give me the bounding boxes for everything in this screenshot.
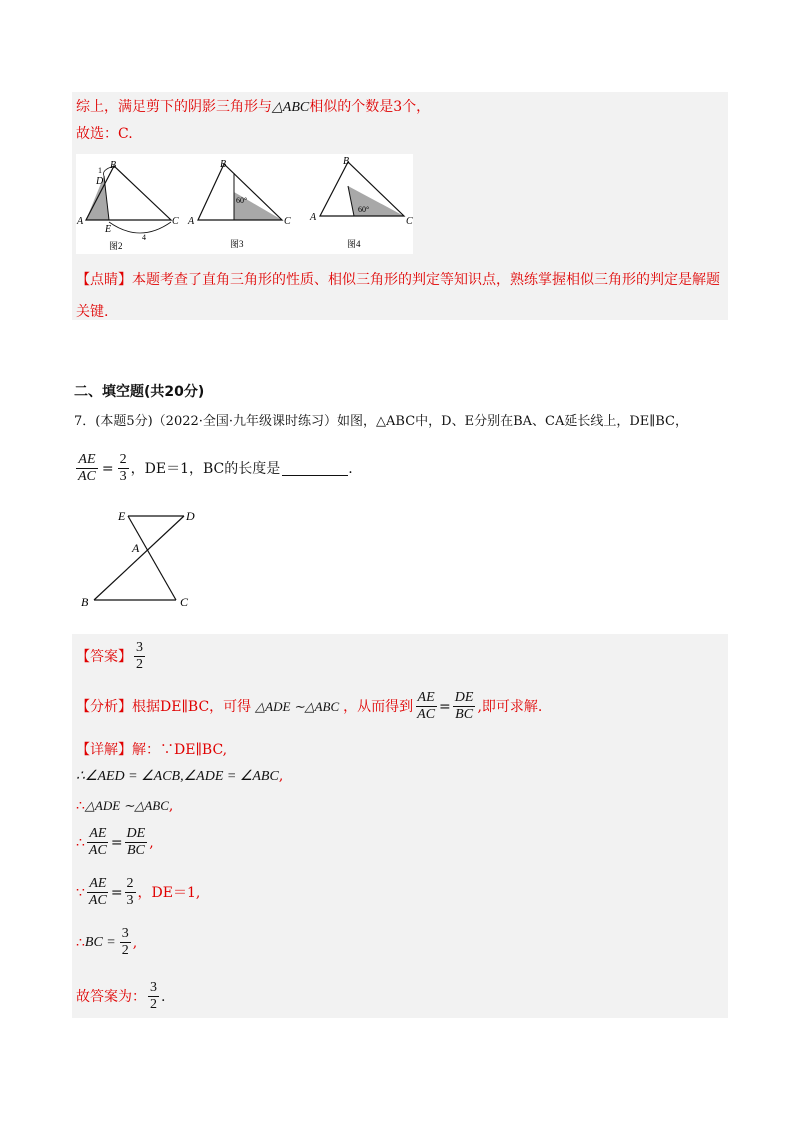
fig2-label-one: 1 xyxy=(98,166,102,175)
fig2-label-e: E xyxy=(105,224,112,235)
final-num: 3 xyxy=(150,980,157,995)
fig3-label-b: B xyxy=(220,159,227,170)
question-figure-svg xyxy=(76,504,206,610)
comment-line-2: 关键. xyxy=(76,304,109,320)
analysis-f1-num: AE xyxy=(417,690,435,705)
fig2-label-c: C xyxy=(172,216,179,227)
fig3-label-a: A xyxy=(188,216,195,227)
step4-f-den: AC xyxy=(88,893,107,908)
question-eq: = xyxy=(101,460,114,477)
choice-line: 故选：C. xyxy=(76,126,133,142)
detail-tag: 【详解】 xyxy=(76,742,132,758)
fig4-label-a: A xyxy=(310,212,317,223)
final-answer xyxy=(76,980,165,1013)
analysis-fraction-2 xyxy=(453,690,476,723)
analysis-f2-num: DE xyxy=(454,690,474,705)
question-line-2 xyxy=(74,452,353,485)
comment-line-1 xyxy=(76,270,720,290)
fig4-shaded-triangle xyxy=(348,186,404,216)
question-frac-num: AE xyxy=(78,452,96,467)
final-den: 2 xyxy=(150,997,157,1012)
question-end: . xyxy=(348,460,353,477)
question-val-den: 3 xyxy=(119,469,127,484)
fig2-arc-4 xyxy=(109,222,171,233)
step5-end: , xyxy=(132,934,138,951)
line-ec xyxy=(128,516,176,600)
label-a: A xyxy=(132,541,140,555)
summary-post: 相似的个数是3个， xyxy=(309,99,431,115)
answer-tag: 【答案】 xyxy=(76,648,132,665)
fig3-label-c: C xyxy=(284,216,291,227)
answer-den: 2 xyxy=(136,657,143,672)
step2-symbol: ∴ xyxy=(76,798,85,814)
summary-pre: 综上，满足剪下的阴影三角形与 xyxy=(76,99,272,115)
question-rest: ，DE＝1，BC的长度是 xyxy=(130,460,281,477)
step4-v-den: 3 xyxy=(126,893,134,908)
step3-eq: = xyxy=(110,834,123,851)
step3-f2-num: DE xyxy=(126,826,146,841)
fig4-label-b: B xyxy=(343,156,350,167)
step4-symbol: ∵ xyxy=(76,884,85,901)
summary-line xyxy=(76,97,430,118)
comment-text-1: 本题考查了直角三角形的性质、相似三角形的判定等知识点，熟练掌握相似三角形的判定是解题 xyxy=(132,272,720,288)
step5-den: 2 xyxy=(121,943,129,958)
question-fraction-2-3 xyxy=(118,452,129,485)
section-heading: 二、填空题(共20分) xyxy=(74,384,205,400)
step-3 xyxy=(76,826,154,859)
analysis-text-b: ，从而得到 xyxy=(343,698,414,715)
question-line-1: 7．(本题5分)（2022·全国·九年级课时练习）如图，△ABC中，D、E分别在BA、CA延长线上，DE∥BC， xyxy=(74,414,689,429)
fig3-caption: 图3 xyxy=(230,239,244,249)
answer-blank[interactable] xyxy=(282,461,348,476)
final-fraction xyxy=(148,980,159,1013)
step3-f2-den: BC xyxy=(126,843,145,858)
analysis-f1-den: AC xyxy=(417,707,436,722)
step5-fraction xyxy=(120,926,131,959)
analysis-eq: = xyxy=(439,698,451,715)
step5-symbol: ∴ xyxy=(76,934,85,951)
fig2-label-d: D xyxy=(96,176,104,187)
label-c: C xyxy=(180,595,189,609)
step-1 xyxy=(76,766,283,787)
step5-num: 3 xyxy=(121,926,129,941)
answer-fraction xyxy=(134,640,145,673)
comment-tag: 【点睛】 xyxy=(76,272,132,288)
analysis-text-a: 根据DE∥BC，可得 xyxy=(132,698,252,715)
step4-f-num: AE xyxy=(89,876,107,891)
figure-4 xyxy=(309,156,413,249)
step2-text: △ADE ∼△ABC xyxy=(84,798,169,813)
analysis-fraction-1 xyxy=(415,690,437,723)
answer-num: 3 xyxy=(136,640,143,655)
question-val-num: 2 xyxy=(119,452,127,467)
analysis-line xyxy=(76,690,542,723)
fig2-label-four: 4 xyxy=(142,233,146,242)
question-fraction-ae-ac xyxy=(76,452,98,485)
analysis-text-c: ,即可求解. xyxy=(477,698,543,715)
step-2 xyxy=(76,796,173,816)
summary-triangle: △ABC xyxy=(272,100,310,115)
step4-eq: = xyxy=(110,884,123,901)
label-e: E xyxy=(118,509,126,523)
step-5 xyxy=(76,926,137,959)
step2-end: , xyxy=(168,798,174,814)
step3-f1-num: AE xyxy=(89,826,107,841)
step-4 xyxy=(76,876,200,909)
analysis-f2-den: BC xyxy=(455,707,474,722)
answer-line xyxy=(76,640,147,673)
fig3-label-angle: 60° xyxy=(236,196,248,205)
fig4-label-c: C xyxy=(406,216,413,227)
step5-lhs: BC = xyxy=(84,934,116,950)
fig4-label-angle: 60° xyxy=(358,205,370,214)
step3-symbol: ∴ xyxy=(76,834,85,851)
detail-text: 解：∵DE∥BC, xyxy=(132,742,228,758)
step4-fraction-ae-ac xyxy=(87,876,109,909)
step3-end: , xyxy=(149,834,154,851)
label-b: B xyxy=(81,595,89,609)
question-figure xyxy=(76,504,206,610)
final-pre: 故答案为： xyxy=(76,988,146,1005)
analysis-tag: 【分析】 xyxy=(76,698,132,715)
step4-fraction-2-3 xyxy=(125,876,136,909)
final-end: . xyxy=(161,988,166,1005)
question-frac-den: AC xyxy=(78,469,96,484)
step4-v-num: 2 xyxy=(126,876,134,891)
step4-rest: ，DE＝1, xyxy=(137,884,201,901)
fig2-caption: 图2 xyxy=(109,241,123,251)
step3-fraction-2 xyxy=(125,826,148,859)
fig2-label-b: B xyxy=(110,160,117,171)
fig4-caption: 图4 xyxy=(347,239,361,249)
step3-fraction-1 xyxy=(87,826,109,859)
figure-3 xyxy=(187,159,291,249)
line-db xyxy=(94,516,184,600)
label-d: D xyxy=(186,509,195,523)
analysis-similarity: △ADE ∼△ABC xyxy=(255,698,340,714)
step1-end: , xyxy=(278,768,284,784)
step3-f1-den: AC xyxy=(88,843,107,858)
step1-text: ∴∠AED = ∠ACB,∠ADE = ∠ABC xyxy=(76,769,279,784)
figure-2 xyxy=(76,160,179,251)
detail-line xyxy=(76,740,227,760)
figures-svg xyxy=(76,154,413,254)
fig2-label-a: A xyxy=(77,216,84,227)
figures-panel xyxy=(76,154,413,254)
